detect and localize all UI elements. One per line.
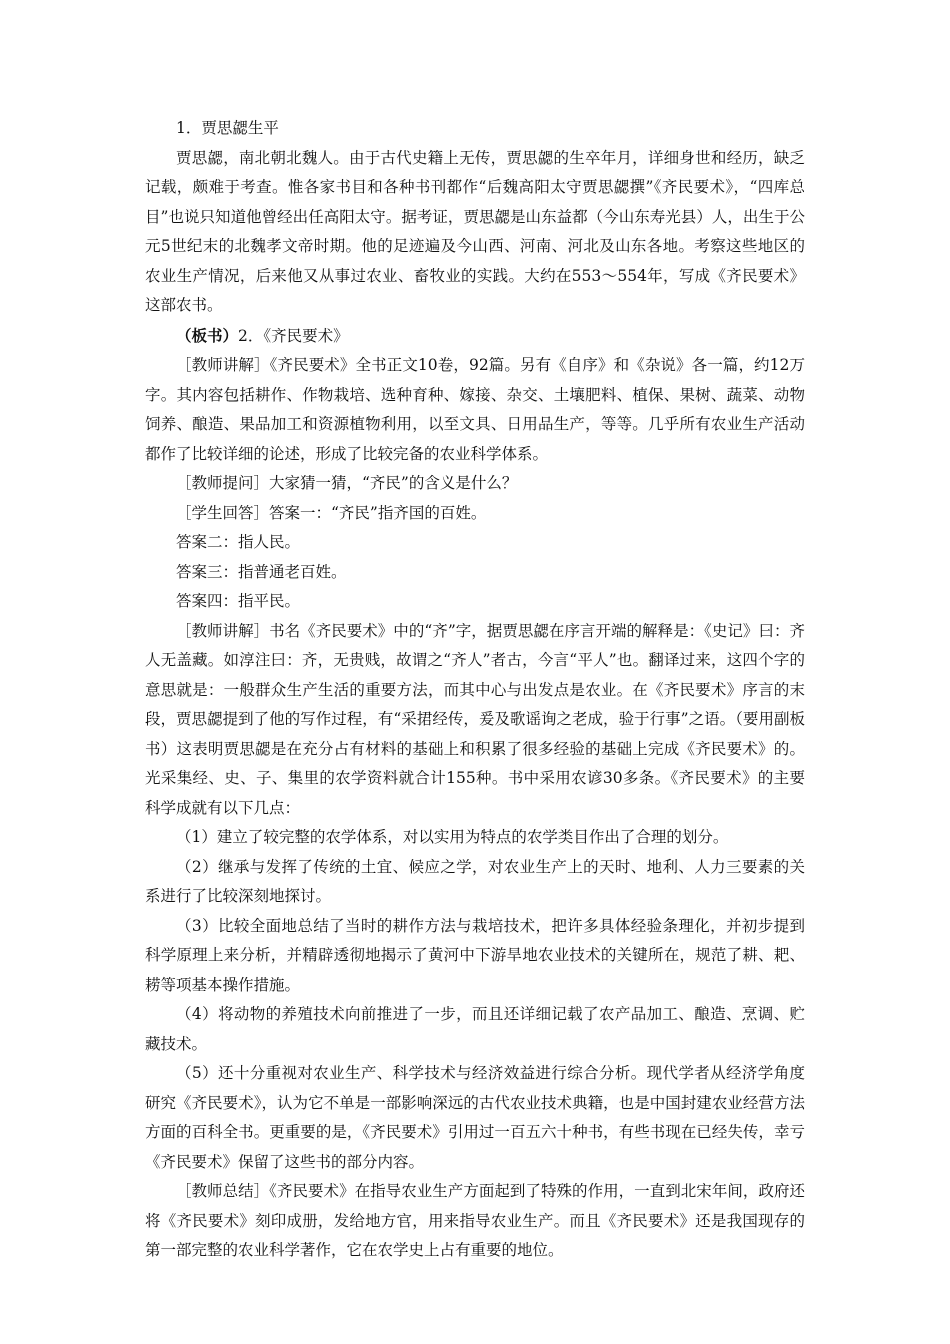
paragraph-student-answer-2: 答案二：指人民。	[176, 533, 301, 551]
paragraph-student-answer-1: ［学生回答］答案一：“齐民”指齐国的百姓。	[176, 503, 487, 522]
document-body	[145, 114, 805, 1266]
paragraph-point-5: （5）还十分重视对农业生产、科学技术与经济效益进行综合分析。现代学者从经济学角度研究《齐民要术》，认为它不单是一部影响深远的古代农业技术典籍，也是中国封建农业经营方法方面的百科全书。更重要的是，《齐民要术》引用过一百五六十种书，有些书现在已经失传，幸亏《齐民要术》保留了这些书的部分内容。	[145, 1064, 805, 1171]
paragraph-student-answer-4: 答案四：指平民。	[176, 592, 301, 610]
paragraph-point-2: （2）继承与发挥了传统的土宜、候应之学，对农业生产上的天时、地利、人力三要素的关系进行了比较深刻地探讨。	[145, 857, 805, 905]
blackboard-tag: （板书）	[176, 325, 239, 345]
section-heading-1: 1．贾思勰生平	[176, 119, 279, 137]
paragraph-teacher-lecture-2: ［教师讲解］书名《齐民要术》中的“齐”字，据贾思勰在序言开端的解释是：《史记》曰：齐人无盖藏。如淳注曰：齐，无贵贱，故谓之“齐人”者古，今言“平人”也。翻译过来，这四个字的意思就是：一般群众生产生活的重要方法，而其中心与出发点是农业。在《齐民要术》序言的末段，贾思勰提到了他的写作过程，有“采捃经传，爰及歌谣询之老成，验于行事”之语。（要用副板书）这表明贾思勰是在充分占有材料的基础上和积累了很多经验的基础上完成《齐民要术》的。光采集经、史、子、集里的农学资料就合计155种。书中采用农谚30多条。《齐民要术》的主要科学成就有以下几点：	[145, 621, 805, 817]
paragraph-teacher-summary: ［教师总结］《齐民要术》在指导农业生产方面起到了特殊的作用，一直到北宋年间，政府还将《齐民要术》刻印成册，发给地方官，用来指导农业生产。而且《齐民要术》还是我国现存的第一部完整的农业科学著作，它在农学史上占有重要的地位。	[145, 1182, 805, 1259]
section-heading-2-text: 2．《齐民要术》	[238, 326, 349, 345]
paragraph-point-3: （3）比较全面地总结了当时的耕作方法与栽培技术，把许多具体经验条理化，并初步提到科学原理上来分析，并精辟透彻地揭示了黄河中下游旱地农业技术的关键所在，规范了耕、耙、耢等项基本操作措施。	[145, 916, 805, 994]
paragraph-point-1: （1）建立了较完整的农学体系，对以实用为特点的农学类目作出了合理的划分。	[176, 828, 729, 846]
paragraph-student-answer-3: 答案三：指普通老百姓。	[176, 562, 347, 581]
paragraph-teacher-lecture-1: ［教师讲解］《齐民要术》全书正文10卷，92篇。另有《自序》和《杂说》各一篇，约12万字。其内容包括耕作、作物栽培、选种育种、嫁接、杂交、土壤肥料、植保、果树、蔬菜、动物饲养、酿造、果品加工和资源植物利用，以至文具、日用品生产，等等。几乎所有农业生产活动都作了比较详细的论述，形成了比较完备的农业科学体系。	[145, 356, 805, 463]
paragraph-biography: 贾思勰，南北朝北魏人。由于古代史籍上无传，贾思勰的生卒年月，详细身世和经历，缺乏记载，颇难于考查。惟各家书目和各种书刊都作“后魏高阳太守贾思勰撰”《齐民要术》，“四库总目”也说只知道他曾经出任高阳太守。据考证，贾思勰是山东益都（今山东寿光县）人，出生于公元5世纪末的北魏孝文帝时期。他的足迹遍及今山西、河南、河北及山东各地。考察这些地区的农业生产情况，后来他又从事过农业、畜牧业的实践。大约在553～554年，写成《齐民要术》这部农书。	[145, 148, 805, 314]
section-heading-2	[145, 321, 805, 352]
paragraph-teacher-question: ［教师提问］大家猜一猜，“齐民”的含义是什么？	[176, 474, 518, 492]
paragraph-point-4: （4）将动物的养殖技术向前推进了一步，而且还详细记载了农产品加工、酿造、烹调、贮藏技术。	[145, 1005, 805, 1053]
